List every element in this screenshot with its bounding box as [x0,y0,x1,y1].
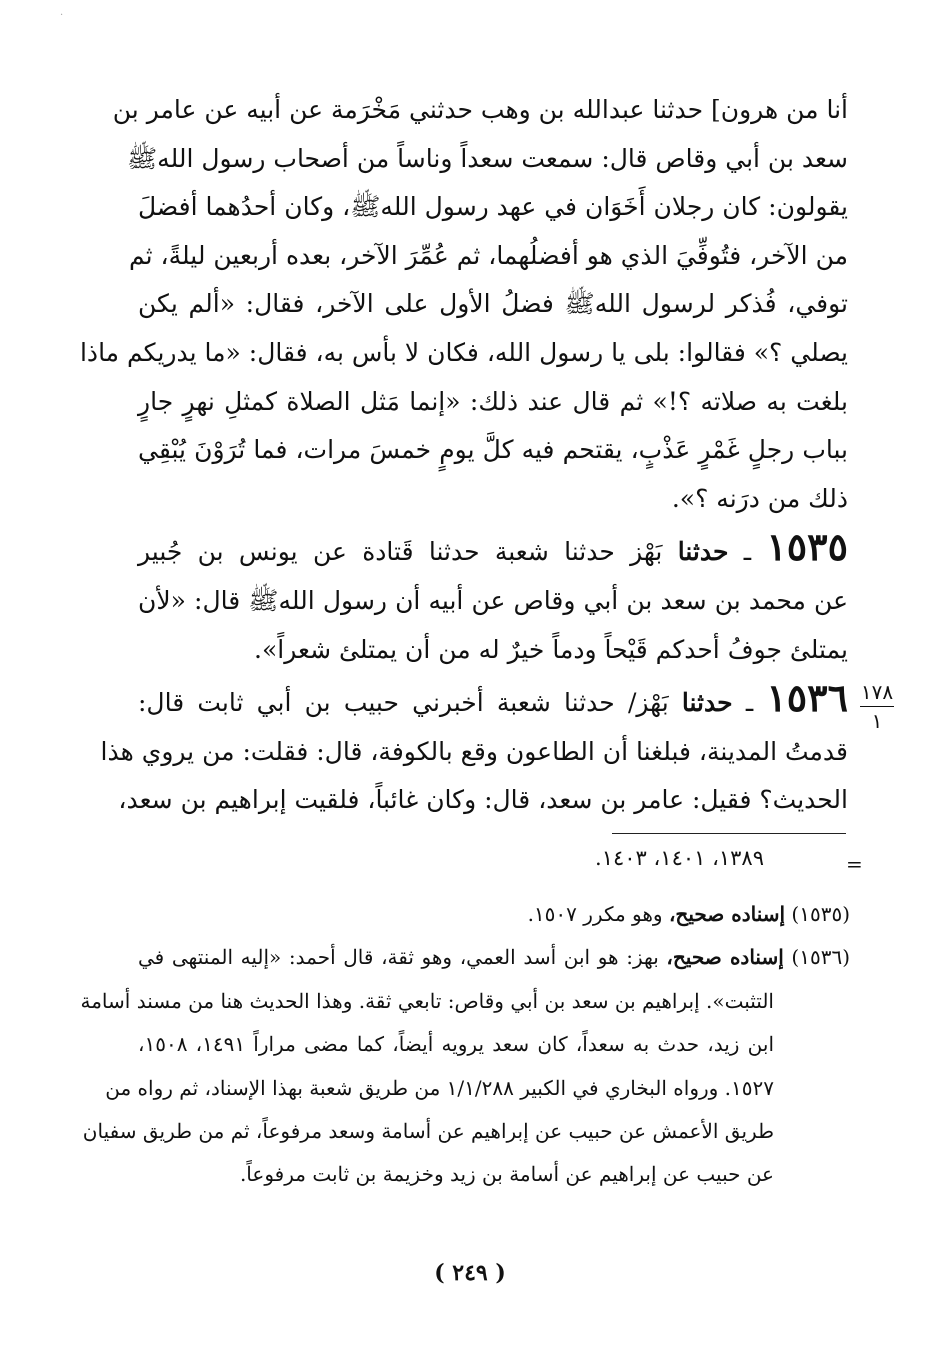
hadith-dash: ـ [745,688,754,718]
text-line: أنا من هرون] حدثنا عبدالله بن وهب حدثني مَخْرَمة عن أبيه عن عامر بن [112,95,848,124]
text-line: توفي، فُذكر لرسول اللهﷺ فضلُ الأول على الآخر، فقال: «ألم يكن [138,289,848,319]
margin-part: ١ [871,709,883,733]
hadith-1536-heading [138,674,848,728]
text-line: قدمتُ المدينة، فبلغنا أن الطاعون وقع بالكوفة، قال: فقلت: من يروي هذا [100,736,848,766]
text-line: ذلك من درَنه ؟». [671,483,848,513]
continuation-mark: = [846,852,863,876]
footnote-separator [612,833,846,834]
footnote-line: التثبت». إبراهيم بن سعد بن أبي وقاص: تابعي ثقة. وهذا الحديث هنا من مسند أسامة [80,988,774,1013]
footnote-text: بهز: هو ابن أسد العمي، وهو ثقة، قال أحمد: «إليه المنتهى في [138,945,659,970]
footnote-1536 [80,936,850,1196]
text-line: يمتلئ جوفُ أحدكم قَيْحاً ودماً خيرٌ له من أن يمتلئ شعراً». [254,634,848,664]
text-line: عن محمد بن سعد بن أبي وقاص عن أبيه أن رسول اللهﷺ قال: «لأن [138,585,848,615]
main-text [79,86,848,825]
hadith-number: ١٥٣٦ [766,675,848,721]
footnote-continuation: ١٣٨٩، ١٤٠١، ١٤٠٣. [595,846,764,870]
text-line: سعد بن أبي وقاص قال: سمعت سعداً وناساً من أصحاب رسول اللهﷺ [126,143,848,173]
hadith-dash: ـ [743,537,752,567]
footnote-grading: إسناده صحيح، [668,902,786,926]
footnote-number: (١٥٣٥) [791,902,850,926]
footnote-continuation-block [80,980,850,1197]
footnote-line: عن حبيب عن إبراهيم عن أسامة بن زيد وخزيمة بن ثابت مرفوعاً. [239,1162,774,1187]
hadith-first-line: بَهْز حدثنا شعبة حدثنا قَتادة عن يونس بن جُبير [138,537,663,567]
footnote-line: ١٥٢٧. ورواه البخاري في الكبير ١/١/٢٨٨ من طريق شعبة بهذا الإسناد، ثم رواه من [105,1075,774,1100]
hadith-first-line: بَهْز/ حدثنا شعبة أخبرني حبيب بن أبي ثابت قال: [138,688,669,718]
margin-divider [860,706,894,707]
hadith-number: ١٥٣٥ [766,524,848,570]
footnote-text: وهو مكرر ١٥٠٧. [527,902,663,926]
scan-speck: · [60,10,64,21]
footnote-1535 [138,893,850,936]
footnote-line: ابن زيد، حدث به سعداً، كان سعد يرويه أيضاً، كما مضى مراراً ١٤٩١، ١٥٠٨، [138,1032,775,1057]
text-line: بباب رجلٍ غَمْرٍ عَذْبٍ، يقتحم فيه كلَّ يومٍ خمسَ مرات، فما تُرَوْنَ يُبْقِي [138,435,848,465]
footnote-grading: إسناده صحيح، [666,945,784,970]
hadith-keyword: حدثنا [677,537,729,567]
hadith-keyword: حدثنا [681,688,733,718]
text-line: الحديث؟ فقيل: عامر بن سعد، قال: وكان غائباً، فلقيت إبراهيم بن سعد، [118,785,848,815]
text-line: يقولون: كان رجلان أَخَوَان في عهد رسول اللهﷺ، وكان أحدُهما أفضلَ [138,192,848,222]
page-number: ( ٢٤٩ ) [434,1260,506,1286]
text-line: من الآخر، فتُوفِّيَ الذي هو أفضلُهما، ثم عُمِّرَ الآخر، بعده أربعين ليلةً، ثم [128,240,848,270]
footnote-line: طريق الأعمش عن حبيب عن إبراهيم عن أسامة وسعد مرفوعاً، ثم من طريق سفيان [82,1119,774,1144]
text-line: يصلي ؟» فقالوا: بلى يا رسول الله، فكان لا بأس به، فقال: «ما يدريكم ماذا [79,337,848,367]
footnote-line [138,936,850,979]
hadith-1535-heading [138,523,848,577]
margin-reference [852,680,902,733]
footnotes [80,893,850,1197]
text-line: بلغت به صلاته ؟!» ثم قال عند ذلك: «إنما مَثل الصلاة كمثلِ نهرٍ جارٍ [138,386,848,416]
footnote-number: (١٥٣٦) [791,945,850,970]
margin-volume-page: ١٧٨ [860,680,894,704]
